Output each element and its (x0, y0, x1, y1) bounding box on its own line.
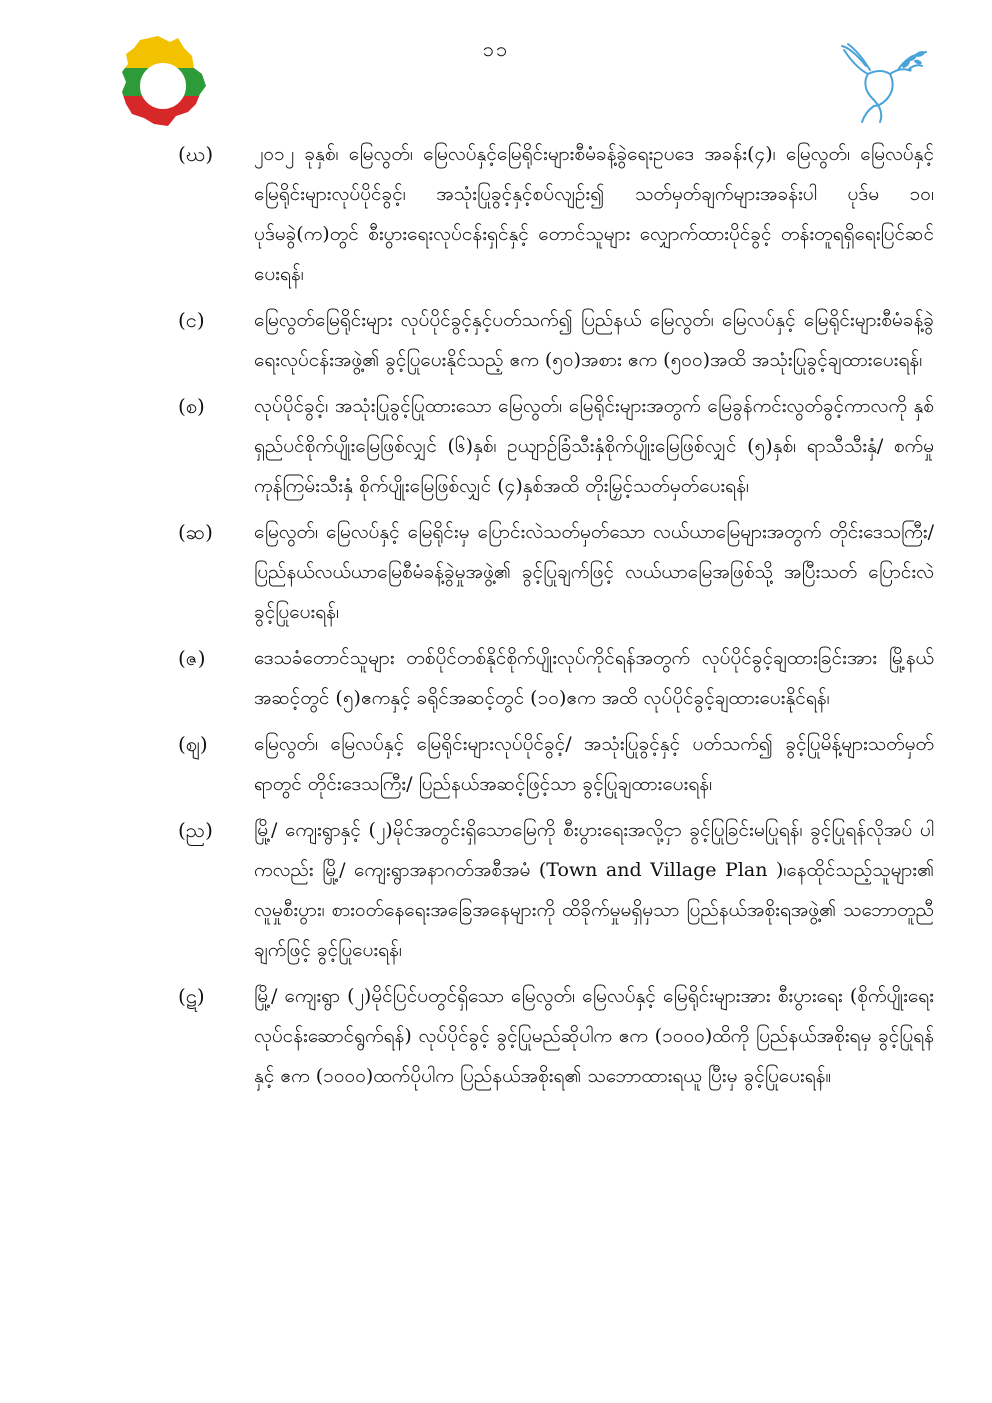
page-number: ၁၁ (482, 37, 510, 61)
clause-marker: (ဋ) (178, 984, 205, 1008)
clause-marker: (စ) (178, 394, 205, 418)
clause-text: ဒေသခံတောင်သူများ တစ်ပိုင်တစ်နိုင်စိုက်ပျိုးလုပ်ကိုင်ရန်အတွက် လုပ်ပိုင်ခွင့်ချထားခြင်းအား မြို့နယ်အဆင့်တွင် (၅)ဧကနှင့် ခရိုင်အဆင့်တွင် (၁၀)ဧက အထိ လုပ်ပိုင်ခွင့်ချထားပေးနိုင်ရန်၊ (254, 647, 934, 709)
clause-item (178, 386, 934, 506)
clause-marker: (ည) (178, 818, 213, 842)
clause-marker: (ဈ) (178, 732, 208, 756)
clause-text: မြို့/ ကျေးရွာနှင့် (၂)မိုင်အတွင်းရှိသောမြေကို စီးပွားရေးအလို့ငှာ ခွင့်ပြုခြင်းမပြုရန်၊ ခွင့်ပြုရန်လိုအပ် ပါကလည်း မြို့/ ကျေးရွာအနာဂတ်အစီအမံ (Town and Village Plan )၊နေထိုင်သည့်သူများ၏ လူမှုစီးပွား၊ စားဝတ်နေရေးအခြေအနေများကို ထိခိုက်မှုမရှိမှသာ ပြည်နယ်အစိုးရအဖွဲ့၏ သဘောတူညီချက်ဖြင့် ခွင့်ပြုပေးရန်၊ (254, 819, 934, 961)
clause-marker: (ဇ) (178, 646, 206, 670)
clause-text: ၂၀၁၂ ခုနှစ်၊ မြေလွတ်၊ မြေလပ်နှင့်မြေရိုင်းများစီမံခန့်ခွဲရေးဥပဒေ အခန်း(၄)၊ မြေလွတ်၊ မြေလပ်နှင့် မြေရိုင်းများလုပ်ပိုင်ခွင့်၊ အသုံးပြုခွင့်နှင့်စပ်လျဉ်း၍ သတ်မှတ်ချက်များအခန်းပါ ပုဒ်မ ၁၀၊ ပုဒ်မခွဲ(က)တွင် စီးပွားရေးလုပ်ငန်းရှင်နှင့် တောင်သူများ လျှောက်ထားပိုင်ခွင့် တန်းတူရရှိရေးပြင်ဆင်ပေးရန်၊ (254, 143, 934, 285)
clause-item (178, 512, 934, 632)
clause-item (178, 300, 934, 380)
clause-marker: (ဆ) (178, 520, 213, 544)
clause-marker: (င) (178, 308, 205, 332)
clause-item (178, 976, 934, 1096)
clause-text: လုပ်ပိုင်ခွင့်၊ အသုံးပြုခွင့်ပြုထားသော မြေလွတ်၊ မြေရိုင်းများအတွက် မြေခွန်ကင်းလွတ်ခွင့်ကာလကို နှစ်ရှည်ပင်စိုက်ပျိုးမြေဖြစ်လျှင် (၆)နှစ်၊ ဥယျာဉ်ခြံသီးနှံစိုက်ပျိုးမြေဖြစ်လျှင် (၅)နှစ်၊ ရာသီသီးနှံ/ စက်မှုကုန်ကြမ်းသီးနှံ စိုက်ပျိုးမြေဖြစ်လျှင် (၄)နှစ်အထိ တိုးမြှင့်သတ်မှတ်ပေးရန်၊ (254, 395, 934, 497)
clause-item (178, 638, 934, 718)
clause-marker: (ဃ) (178, 142, 214, 166)
clause-text: မြေလွတ်မြေရိုင်းများ လုပ်ပိုင်ခွင့်နှင့်ပတ်သက်၍ ပြည်နယ် မြေလွတ်၊ မြေလပ်နှင့် မြေရိုင်းများစီမံခန့်ခွဲရေးလုပ်ငန်းအဖွဲ့၏ ခွင့်ပြုပေးနိုင်သည့် ဧက (၅၀)အစား ဧက (၅၀၀)အထိ အသုံးပြုခွင့်ချထားပေးရန်၊ (254, 309, 934, 371)
clause-item (178, 724, 934, 804)
clause-text: မြေလွတ်၊ မြေလပ်နှင့် မြေရိုင်းမှ ပြောင်းလဲသတ်မှတ်သော လယ်ယာမြေများအတွက် တိုင်းဒေသကြီး/ ပြည်နယ်လယ်ယာမြေစီမံခန့်ခွဲမှုအဖွဲ့၏ ခွင့်ပြုချက်ဖြင့် လယ်ယာမြေအဖြစ်သို့ အပြီးသတ် ပြောင်းလဲခွင့်ပြုပေးရန်၊ (254, 521, 934, 623)
dove-olive-branch-icon (838, 40, 930, 124)
clause-item (178, 810, 934, 970)
clause-text: မြို့/ ကျေးရွာ (၂)မိုင်ပြင်ပတွင်ရှိသော မြေလွတ်၊ မြေလပ်နှင့် မြေရိုင်းများအား စီးပွားရေး (စိုက်ပျိုးရေး လုပ်ငန်းဆောင်ရွက်ရန်) လုပ်ပိုင်ခွင့် ခွင့်ပြုမည်ဆိုပါက ဧက (၁၀၀၀)ထိကို ပြည်နယ်အစိုးရမှ ခွင့်ပြုရန်နှင့် ဧက (၁၀၀၀)ထက်ပိုပါက ပြည်နယ်အစိုးရ၏ သဘောထားရယူ ပြီးမှ ခွင့်ပြုပေးရန်။ (254, 985, 934, 1087)
numbered-clause-list (178, 134, 934, 1102)
clause-text: မြေလွတ်၊ မြေလပ်နှင့် မြေရိုင်းများလုပ်ပိုင်ခွင့်/ အသုံးပြုခွင့်နှင့် ပတ်သက်၍ ခွင့်ပြုမိန့်များသတ်မှတ်ရာတွင် တိုင်းဒေသကြီး/ ပြည်နယ်အဆင့်ဖြင့်သာ ခွင့်ပြုချထားပေးရန်၊ (254, 733, 934, 795)
clause-item (178, 134, 934, 294)
